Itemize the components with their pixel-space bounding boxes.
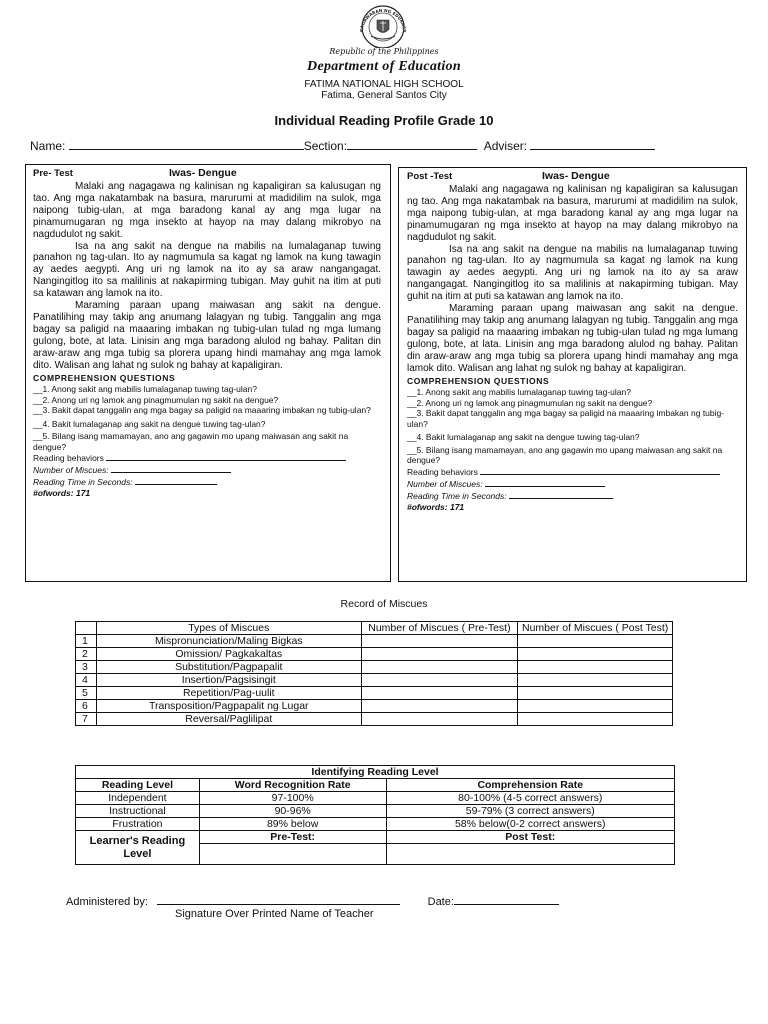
date-field[interactable] (454, 895, 559, 905)
miscues-field[interactable] (485, 478, 605, 487)
pretest-question: __2. Anong uri ng lamok ang pinagmumulan ng sakit na dengue? (33, 394, 279, 405)
row-number: 6 (76, 700, 97, 713)
posttest-box (398, 167, 747, 582)
posttest-word-count: #ofwords: 171 (407, 501, 465, 512)
seal-text: KAGAWARAN NG EDUKASY (358, 7, 408, 33)
table-row (76, 713, 673, 726)
posttest-story-title: Iwas- Dengue (542, 170, 610, 182)
word-recognition-header: Word Recognition Rate (199, 779, 386, 792)
level-table-title: Identifying Reading Level (76, 766, 675, 779)
comp-rate: 80-100% (4-5 correct answers) (386, 792, 675, 805)
adviser-label: Adviser: (483, 139, 528, 153)
school-name: FATIMA NATIONAL HIGH SCHOOL (304, 79, 464, 90)
reading-behaviors-label: Reading behaviors (407, 466, 478, 477)
miscues-label: Number of Miscues: (407, 478, 483, 489)
posttest-question: __1. Anong sakit ang mabilis lumalaganap tuwing tag-ulan? (407, 387, 631, 398)
post-miscue-cell[interactable] (518, 674, 673, 687)
post-miscues-header: Number of Miscues ( Post Test) (518, 622, 673, 635)
pre-test-level-field[interactable] (199, 844, 386, 865)
post-miscue-cell[interactable] (518, 713, 673, 726)
department-name: Department of Education (307, 59, 461, 74)
miscue-type: Mispronunciation/Maling Bigkas (96, 635, 361, 648)
pretest-label: Pre- Test (33, 168, 73, 179)
posttest-question: __5. Bilang isang mamamayan, ano ang gagawin mo upang maiwasan ang sakit na dengue? (407, 444, 723, 466)
time-label: Reading Time in Seconds: (33, 477, 133, 488)
administered-line (66, 895, 559, 908)
posttest-miscues (407, 478, 738, 490)
word-rate: 89% below (199, 818, 386, 831)
comp-rate: 58% below(0-2 correct answers) (386, 818, 675, 831)
pretest-miscues (33, 464, 381, 476)
level-name: Instructional (76, 805, 200, 818)
table-row (76, 792, 675, 805)
learner-level-label: Learner's Reading Level (76, 831, 200, 865)
post-miscue-cell[interactable] (518, 700, 673, 713)
types-header: Types of Miscues (96, 622, 361, 635)
pretest-paragraph: Maraming paraan upang maiwasan ang sakit na dengue. Panatilihing may takip ang anumang lalagyan ng tubig. Tanggalin ang mga bagay sa paligid na maaaring imbakan ng tubig-ulan tulad ng mga lumang gulong, bote, at lata. Linisin ang mga baradong alulod ng bahay. Palitan din araw-araw ang mga tubig sa plorera upang hindi mamahay ang mga lamok dito. Walisan ang lahat ng sulok ng bahay at kapaligiran. (33, 300, 381, 371)
pretest-word-count: #ofwords: 171 (33, 488, 91, 499)
pre-miscue-cell[interactable] (361, 713, 518, 726)
post-miscue-cell[interactable] (518, 687, 673, 700)
row-number: 5 (76, 687, 97, 700)
level-name: Independent (76, 792, 200, 805)
pretest-story-title: Iwas- Dengue (169, 167, 237, 179)
learner-level-row (76, 831, 675, 844)
table-row (76, 805, 675, 818)
pretest-question: __5. Bilang isang mamamayan, ano ang gagawin mo upang maiwasan ang sakit na dengue? (33, 431, 349, 452)
miscue-type: Omission/ Pagkakaltas (96, 648, 361, 661)
school-city: Fatima, General Santos City (321, 90, 447, 101)
word-rate: 97-100% (199, 792, 386, 805)
row-number: 7 (76, 713, 97, 726)
posttest-label: Post -Test (407, 171, 453, 182)
posttest-cq-heading: COMPREHENSION QUESTIONS (407, 375, 550, 386)
post-miscue-cell[interactable] (518, 661, 673, 674)
miscue-type: Reversal/Paglilipat (96, 713, 361, 726)
pretest-time (33, 476, 381, 488)
pretest-cq-heading: COMPREHENSION QUESTIONS (33, 372, 176, 383)
student-info-line (30, 139, 655, 153)
post-test-label: Post Test: (386, 831, 675, 844)
posttest-time (407, 490, 738, 502)
miscues-table (75, 621, 673, 726)
level-title-row (76, 766, 675, 779)
reading-level-header: Reading Level (76, 779, 200, 792)
pretest-question: __4. Bakit lumalaganap ang sakit na dengue tuwing tag-ulan? (33, 418, 266, 429)
miscue-type: Repetition/Pag-uulit (96, 687, 361, 700)
pretest-paragraph: Isa na ang sakit na dengue na mabilis na lumalaganap tuwing panahon ng tag-ulan. Ito ay nagmumula sa kagat ng lamok na kung tawagin ay aedes aegypti. Ang uri ng lamok na ito ay sa araw nangangagat. Nangingitlog ito sa malilinis at nakapirming tubigan. May guhit na itim at puti sa katawan ang lamok na ito. (33, 240, 381, 300)
row-number: 1 (76, 635, 97, 648)
miscues-field[interactable] (111, 464, 231, 473)
teacher-signature-field[interactable] (157, 895, 400, 905)
table-row (76, 635, 673, 648)
word-rate: 90-96% (199, 805, 386, 818)
time-label: Reading Time in Seconds: (407, 490, 507, 501)
table-row (76, 700, 673, 713)
reading-behaviors-label: Reading behaviors (33, 453, 104, 464)
pretest-box (25, 164, 391, 582)
table-row (76, 648, 673, 661)
pretest-reading-behaviors (33, 452, 381, 464)
time-field[interactable] (509, 490, 613, 499)
pre-miscue-cell[interactable] (361, 648, 518, 661)
section-field[interactable] (347, 139, 477, 150)
administered-label: Administered by: (66, 896, 148, 908)
signature-caption: Signature Over Printed Name of Teacher (175, 908, 374, 920)
posttest-reading-behaviors (407, 466, 738, 478)
pretest-paragraph: Malaki ang nagagawa ng kalinisan ng kapaligiran sa kalusugan ng tao. Ang mga nakatambak na basura, marurumi at madidilim na sulok, mga naipong tubig-ulan, at mga baradong kanal ay ang mga lugar na pinamumugaran ng mga insekto at hayop na may dalang mikrobyo na nagdudulot ng sakit. (33, 181, 381, 240)
page-title: Individual Reading Profile Grade 10 (274, 113, 494, 128)
post-test-level-field[interactable] (386, 844, 675, 865)
time-field[interactable] (135, 476, 217, 485)
posttest-question: __2. Anong uri ng lamok ang pinagmumulan ng sakit na dengue? (407, 397, 653, 408)
comprehension-header: Comprehension Rate (386, 779, 675, 792)
row-number: 3 (76, 661, 97, 674)
reading-level-table (75, 765, 675, 865)
posttest-paragraph: Isa na ang sakit na dengue na mabilis na lumalaganap tuwing panahon ng tag-ulan. Ito ay nagmumula sa kagat ng lamok na kung tawagin ay aedes aegypti. Ang uri ng lamok na ito ay sa araw nangangagat. Nangingitlog ito sa malilinis at nakapirming tubigan. May guhit na itim at puti sa katawan ang lamok na ito. (407, 243, 738, 303)
pre-miscues-header: Number of Miscues ( Pre-Test) (361, 622, 518, 635)
miscue-type: Substitution/Pagpapalit (96, 661, 361, 674)
table-row (76, 674, 673, 687)
posttest-paragraph: Maraming paraan upang maiwasan ang sakit na dengue. Panatilihing may takip ang anumang lalagyan ng tubig. Tanggalin ang mga bagay sa paligid na maaaring imbakan ng tubig-ulan tulad ng mga lumang gulong, bote, at lata. Linisin ang mga baradong alulod ng bahay. Palitan din araw-araw ang mga tubig sa plorera upang hindi mamahay ang mga lamok dito. Walisan ang lahat ng sulok ng bahay at kapaligiran. (407, 303, 738, 374)
pretest-question: __3. Bakit dapat tanggalin ang mga bagay sa paligid na maaaring imbakan ng tubig-ulan? (33, 405, 371, 416)
pre-miscue-cell[interactable] (361, 674, 518, 687)
comp-rate: 59-79% (3 correct answers) (386, 805, 675, 818)
post-miscue-cell[interactable] (518, 635, 673, 648)
name-label: Name: (30, 139, 66, 153)
miscue-type: Transposition/Pagpapalit ng Lugar (96, 700, 361, 713)
post-miscue-cell[interactable] (518, 648, 673, 661)
miscues-label: Number of Miscues: (33, 465, 109, 476)
table-row (76, 661, 673, 674)
adviser-field[interactable] (530, 139, 655, 150)
pre-miscue-cell[interactable] (361, 687, 518, 700)
name-field[interactable] (69, 139, 304, 150)
posttest-question: __4. Bakit lumalaganap ang sakit na dengue tuwing tag-ulan? (407, 432, 640, 443)
pre-miscue-cell[interactable] (361, 661, 518, 674)
deped-seal (351, 2, 415, 48)
pretest-header (33, 168, 381, 181)
table-row (76, 687, 673, 700)
miscue-type: Insertion/Pagsisingit (96, 674, 361, 687)
num-header (76, 622, 97, 635)
posttest-header (407, 171, 738, 184)
republic-line: Republic of the Philippines (329, 47, 439, 56)
section-label: Section: (303, 139, 348, 153)
level-header-row (76, 779, 675, 792)
table-row (76, 818, 675, 831)
miscues-header-row (76, 622, 673, 635)
posttest-paragraph: Malaki ang nagagawa ng kalinisan ng kapaligiran sa kalusugan ng tao. Ang mga nakatambak na basura, marurumi at madidilim na sulok, mga naipong tubig-ulan, at mga baradong kanal ay ang mga lugar na pinamumugaran ng mga insekto at hayop na may dalang mikrobyo na nagdudulot ng sakit. (407, 184, 738, 243)
date-label: Date: (427, 896, 454, 908)
posttest-question: __3. Bakit dapat tanggalin ang mga bagay sa paligid na maaaring imbakan ng tubig-ulan? (407, 408, 725, 429)
row-number: 4 (76, 674, 97, 687)
pretest-question: __1. Anong sakit ang mabilis lumalaganap tuwing tag-ulan? (33, 384, 257, 395)
miscues-title: Record of Miscues (340, 598, 428, 610)
pre-miscue-cell[interactable] (361, 635, 518, 648)
reading-behaviors-field[interactable] (480, 466, 720, 475)
level-name: Frustration (76, 818, 200, 831)
reading-behaviors-field[interactable] (106, 452, 346, 461)
pre-miscue-cell[interactable] (361, 700, 518, 713)
pre-test-label: Pre-Test: (199, 831, 386, 844)
row-number: 2 (76, 648, 97, 661)
